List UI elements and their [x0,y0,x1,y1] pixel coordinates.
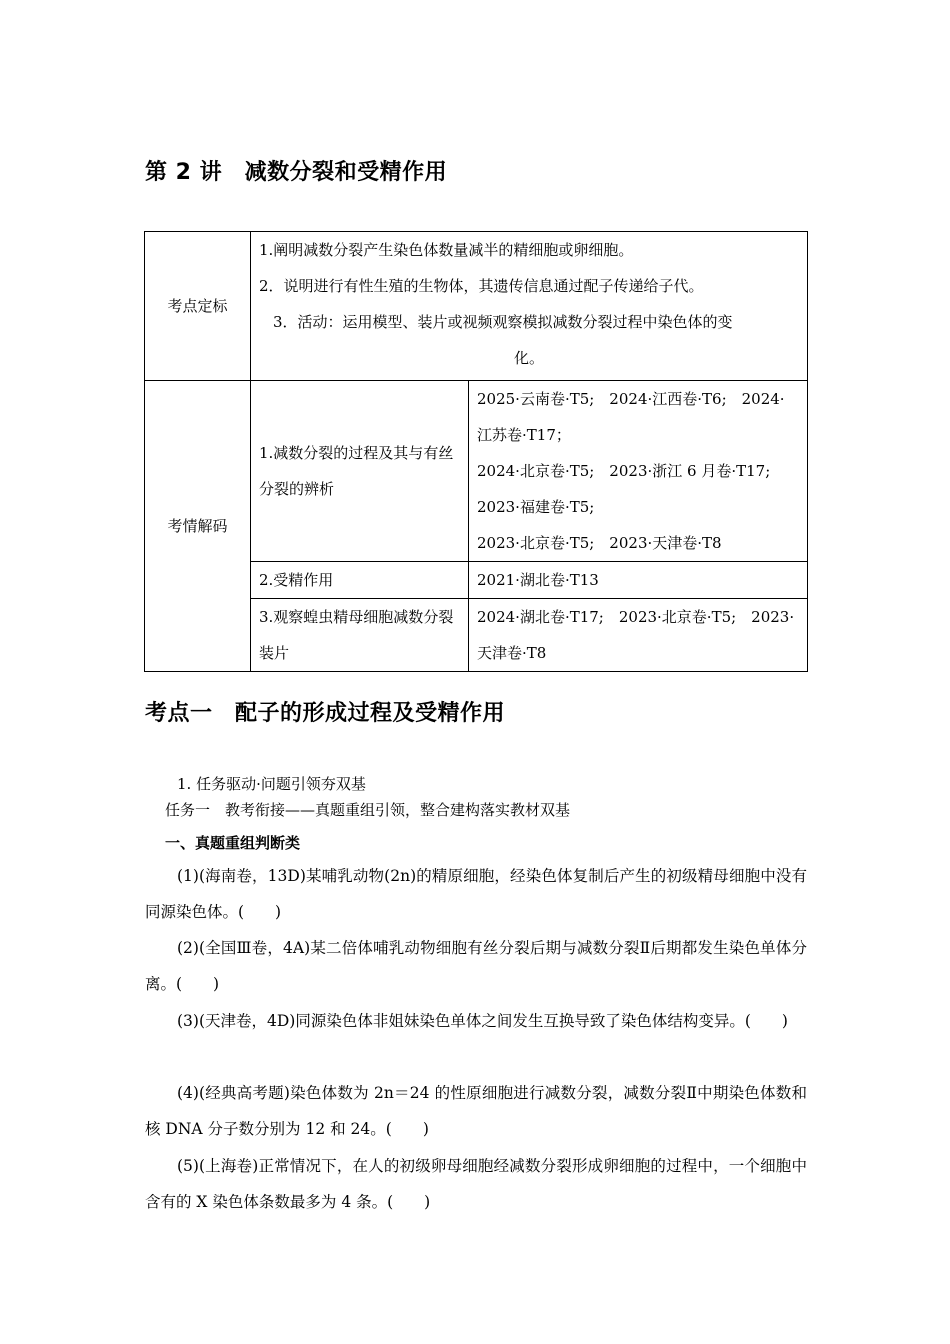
source-line: 2023·北京卷·T5; 2023·天津卷·T8 [477,534,722,552]
source-line: 2024·北京卷·T5; 2023·浙江 6 月卷·T17; [477,462,771,480]
curriculum-table [144,231,808,672]
source-line: 2021·湖北卷·T13 [477,571,599,589]
table-row [145,232,808,381]
sources-cell [469,599,808,672]
source-line: 2023·福建卷·T5; [477,498,595,516]
source-line: 2024·湖北卷·T17; 2023·北京卷·T5; 2023· [477,608,795,626]
goal-line: 化。 [514,349,545,367]
task-subheading: 任务一 教考衔接——真题重组引领，整合建构落实教材双基 [165,801,571,819]
section-title: 考点一 配子的形成过程及受精作用 [145,701,506,726]
task-heading: 1. 任务驱动·问题引领夯双基 [177,775,366,793]
question-item: (2)(全国Ⅲ卷，4A)某二倍体哺乳动物细胞有丝分裂后期与减数分裂Ⅱ后期都发生染色单体分离。( ) [145,939,807,993]
goal-line: 2．说明进行有性生殖的生物体，其遗传信息通过配子传递给子代。 [259,277,704,295]
goal-line: 1.阐明减数分裂产生染色体数量减半的精细胞或卵细胞。 [259,241,634,259]
table-row [145,381,808,562]
topic-cell: 1.减数分裂的过程及其与有丝分裂的辨析 [251,381,469,562]
sources-cell [469,562,808,599]
section-subheading: 一、真题重组判断类 [165,834,301,852]
row-header-standards: 考点定标 [145,232,251,381]
question-item: (3)(天津卷，4D)同源染色体非姐妹染色单体之间发生互换导致了染色体结构变异。( ) [177,1012,788,1030]
lecture-title: 第 2 讲 减数分裂和受精作用 [145,160,448,185]
topic-cell: 3.观察蝗虫精母细胞减数分裂装片 [251,599,469,672]
row-header-exam-analysis: 考情解码 [145,381,251,672]
question-item: (5)(上海卷)正常情况下，在人的初级卵母细胞经减数分裂形成卵细胞的过程中，一个细胞中含有的 X 染色体条数最多为 4 条。( ) [145,1157,807,1211]
question-item: (4)(经典高考题)染色体数为 2n＝24 的性原细胞进行减数分裂，减数分裂Ⅱ中期染色体数和核 DNA 分子数分别为 12 和 24。( ) [145,1084,807,1138]
goals-cell [251,232,808,381]
goal-line: 3．活动：运用模型、装片或视频观察模拟减数分裂过程中染色体的变 [273,313,733,331]
source-line: 2025·云南卷·T5; 2024·江西卷·T6; 2024· [477,390,785,408]
source-line: 江苏卷·T17； [477,426,571,444]
source-line: 天津卷·T8 [477,644,547,662]
sources-cell [469,381,808,562]
topic-cell: 2.受精作用 [251,562,469,599]
question-item: (1)(海南卷，13D)某哺乳动物(2n)的精原细胞，经染色体复制后产生的初级精母细胞中没有同源染色体。( ) [145,867,807,921]
